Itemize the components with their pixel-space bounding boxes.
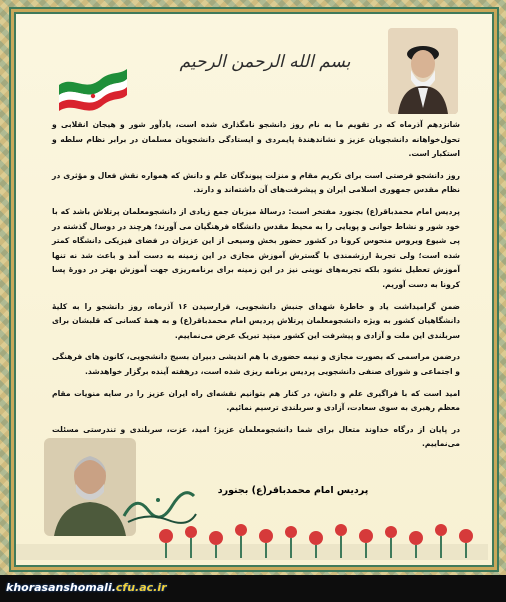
iran-flag-icon	[55, 55, 131, 111]
portrait-figure	[388, 28, 458, 114]
paragraph: روز دانشجو فرصتی است برای تکریم مقام و منزلت پیوندگان علم و دانش که همواره نقش فعال و مؤثری در نظام مقدس جمهوری اسلامی ایران و پیشرفت‌های آن داشته‌اند و دارند.	[52, 170, 460, 195]
letter-body	[52, 118, 460, 459]
footer-website[interactable]	[6, 581, 167, 595]
flower-border-icon	[16, 514, 488, 560]
footer-tld: cfu.ac.ir	[115, 581, 167, 594]
signature: پردیس امام محمدباقر(ع) بجنورد	[217, 485, 369, 496]
leader-portrait	[388, 28, 458, 114]
paragraph: درضمن مراسمی که بصورت مجازی و نیمه حضوری با هم اندیشی دبیران بسیج دانشجویی، کانون های فرهنگی و اجتماعی و شورای صنفی دانشجویی پردیس برنامه ریزی شده است، درهفته آینده برگزار خواهدشد.	[52, 352, 460, 376]
bismillah-calligraphy: بسم الله الرحمن الرحيم	[179, 52, 351, 72]
paragraph: در پایان از درگاه خداوند متعال برای شما دانشجومعلمان عزیز؛ امید، عزت، سربلندی و تندرستی مسئلت می‌نماییم.	[52, 424, 460, 449]
paragraph: پردیس امام محمدباقر(ع) بجنورد مفتخر است: درسالهٔ میزبان جمع زیادی از دانشجومعلمان پرتلاش باشد که با خود شور و نشاط جوانی و پویایی را به محیط مقدس دانشگاه فرهنگیان می آورند؛ هرچند در دوسال گذشته در پی شیوع ویروس منحوس کرونا در کشور حضور بخش وسیعی از این عزیزان در فضای فیزیکی دانشگاه کمتر شده است؛ ولی تجربهٔ ارزشمندی با گسترش آموزش مجازی در این زمینه به دست آمد و باعث شد نه تنها آموزش تعطیل نشود بلکه تجربه‌های نوینی نیز در این زمینه برای برنامه‌ریزی جهت آموزش بهتر در دورهٔ پسا کرونا به دست آوریم.	[52, 206, 460, 289]
paragraph: ضمن گرامیداشت یاد و خاطرهٔ شهدای جنبش دانشجویی، فرارسیدن ۱۶ آذرماه، روز دانشجو را به کلیهٔ دانشگاهیان کشور به ویژه دانشجومعلمان پرتلاش پردیس امام محمدباقر(ع) و به همهٔ کسانی که قلبشان برای سربلندی این ملت و آزادی و پیشرفت این کشور میتپد تبریک عرض می‌نماییم.	[52, 301, 460, 340]
footer-domain: khorasanshomali.	[6, 581, 116, 594]
paragraph: شانزدهم آذرماه که در تقویم ما به نام روز دانشجو نامگذاری شده است، یادآور شور و هیجان انقلابی و تحول‌خواهانه دانشجویان عزیز و نشاندهندهٔ پایمردی و ایستادگی دانشجویان مسلمان در برابر نظام سلطه و استکبار است.	[52, 120, 460, 159]
paragraph: امید است که با فراگیری علم و دانش، در کنار هم بتوانیم نقشه‌ای راه ایران عزیز را در سایه منویات مقام معظم رهبری به سوی سعادت، آزادی و سربلندی ترسیم نمائیم.	[52, 388, 460, 413]
